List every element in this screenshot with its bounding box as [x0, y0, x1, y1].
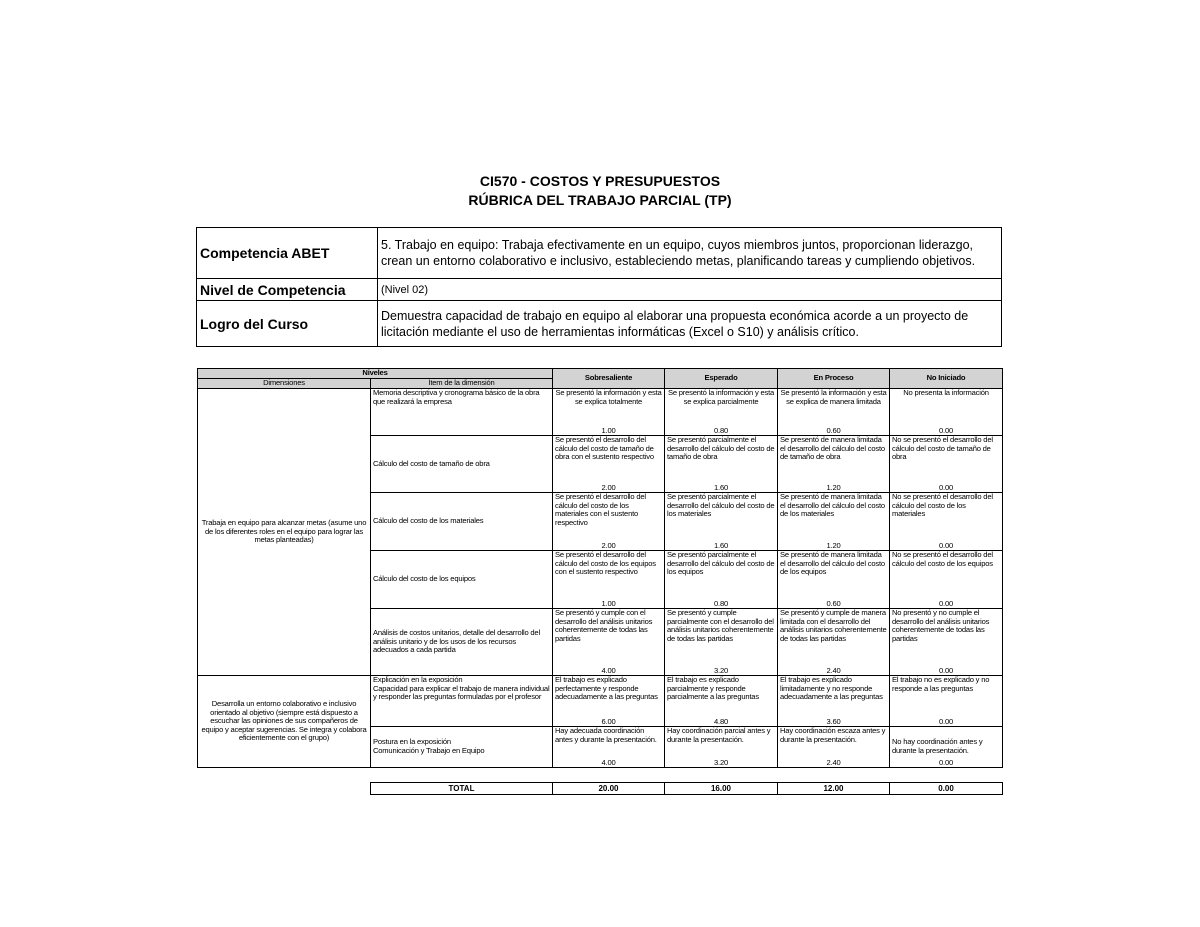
score-value: 2.00 [601, 541, 616, 550]
score-value: 4.80 [714, 717, 728, 726]
score-value: 0.80 [714, 599, 728, 608]
rubric-cell: Se presentó parcialmente el desarrollo del cálculo del costo de los equipos 0.80 [665, 551, 778, 609]
score-value: 1.60 [714, 483, 728, 492]
score-value: 0.60 [826, 426, 841, 435]
item-memoria-descriptiva: Memoria descriptiva y cronograma básico de la obra que realizará la empresa [371, 389, 553, 436]
item-equipos: Cálculo del costo de los equipos [371, 551, 553, 609]
item-materiales: Cálculo del costo de los materiales [371, 493, 553, 551]
rubric-table [197, 368, 1003, 768]
score-value: 1.20 [826, 483, 841, 492]
score-value: 1.20 [826, 541, 841, 550]
dimensiones-header: Dimensiones [198, 379, 371, 389]
rubric-cell: Se presentó parcialmente el desarrollo del cálculo del costo de los materiales 1.60 [665, 493, 778, 551]
rubric-cell: Se presentó y cumple de manera limitada con el desarrollo del análisis unitarios coherentemente de todas las partidas 2.40 [778, 609, 890, 676]
rubric-cell: No se presentó el desarrollo del cálculo del costo de los equipos 0.00 [890, 551, 1003, 609]
abet-info-table [196, 227, 1002, 347]
score-value: 1.00 [601, 599, 616, 608]
rubric-cell: Hay coordinación parcial antes y durante la presentación. 3.20 [665, 727, 778, 768]
score-value: 1.60 [714, 541, 728, 550]
item-postura-exposicion: Postura en la exposición Comunicación y Trabajo en Equipo [371, 727, 553, 768]
rubric-cell: Se presentó de manera limitada el desarrollo del cálculo del costo de los equipos 0.60 [778, 551, 890, 609]
total-esperado: 16.00 [665, 783, 778, 795]
rubric-cell: El trabajo es explicado perfectamente y responde adecuadamente a las preguntas 6.00 [553, 676, 665, 727]
score-value: 0.00 [939, 483, 953, 492]
rubric-cell: No se presentó el desarrollo del cálculo del costo de los materiales 0.00 [890, 493, 1003, 551]
score-value: 0.00 [939, 599, 953, 608]
rubric-cell: Hay adecuada coordinación antes y durante la presentación. 4.00 [553, 727, 665, 768]
rubric-cell: Se presentó parcialmente el desarrollo del cálculo del costo de tamaño de obra 1.60 [665, 436, 778, 493]
rubric-cell: No se presentó el desarrollo del cálculo del costo de tamaño de obra 0.00 [890, 436, 1003, 493]
rubric-cell: Se presentó el desarrollo del cálculo del costo de los equipos con el sustento respectivo 1.00 [553, 551, 665, 609]
score-value: 0.00 [939, 426, 953, 435]
rubric-cell: El trabajo no es explicado y no responde a las preguntas 0.00 [890, 676, 1003, 727]
score-value: 2.40 [826, 758, 841, 767]
level-header-esperado: Esperado [665, 369, 778, 389]
score-value: 0.80 [714, 426, 728, 435]
score-value: 4.00 [601, 666, 616, 675]
rubric-cell: Se presentó de manera limitada el desarrollo del cálculo del costo de tamaño de obra 1.20 [778, 436, 890, 493]
logro-label: Logro del Curso [197, 301, 378, 347]
item-tamano-obra: Cálculo del costo de tamaño de obra [371, 436, 553, 493]
score-value: 0.00 [939, 541, 953, 550]
nivel-value: (Nivel 02) [378, 279, 1002, 301]
competencia-label: Competencia ABET [197, 228, 378, 279]
rubric-cell: No hay coordinación antes y durante la presentación. 0.00 [890, 727, 1003, 768]
level-header-sobresaliente: Sobresaliente [553, 369, 665, 389]
rubric-cell: Se presentó la información y esta se explica parcialmente 0.80 [665, 389, 778, 436]
competencia-value: 5. Trabajo en equipo: Trabaja efectivamente en un equipo, cuyos miembros juntos, proporcionan liderazgo, crean un entorno colaborativo e inclusivo, estableciendo metas, planificando tareas y cumpliendo objetivos. [378, 228, 1002, 279]
total-table [370, 782, 1003, 795]
document-title: CI570 - COSTOS Y PRESUPUESTOS [479, 173, 721, 189]
score-value: 2.40 [826, 666, 841, 675]
rubric-cell: El trabajo es explicado limitadamente y no responde adecuadamente a las preguntas 3.60 [778, 676, 890, 727]
score-value: 0.00 [939, 717, 953, 726]
score-value: 3.20 [714, 758, 728, 767]
item-costos-unitarios: Análisis de costos unitarios, detalle del desarrollo del análisis unitario y de los usos de los recursos adecuados a cada partida [371, 609, 553, 676]
logro-value: Demuestra capacidad de trabajo en equipo al elaborar una propuesta económica acorde a un proyecto de licitación mediante el uso de herramientas informáticas (Excel o S10) y análisis crítico. [378, 301, 1002, 347]
rubric-cell: Se presentó la información y esta se explica totalmente 1.00 [553, 389, 665, 436]
total-en-proceso: 12.00 [778, 783, 890, 795]
score-value: 4.00 [601, 758, 616, 767]
level-header-en-proceso: En Proceso [778, 369, 890, 389]
dimension-entorno-colaborativo: Desarrolla un entorno colaborativo e inclusivo orientado al objetivo (siempre está dispuesto a escuchar las opiniones de sus compañeros de equipo y aceptar sugerencias. Se integra y colabora eficientemente con el grupo) [198, 676, 371, 768]
score-value: 2.00 [601, 483, 616, 492]
level-header-no-iniciado: No Iniciado [890, 369, 1003, 389]
total-label: TOTAL [371, 783, 553, 795]
rubric-cell: No presentó y no cumple el desarrollo del análisis unitarios coherentemente de todas las partidas 0.00 [890, 609, 1003, 676]
rubric-cell: El trabajo es explicado parcialmente y responde parcialmente a las preguntas 4.80 [665, 676, 778, 727]
score-value: 3.20 [714, 666, 728, 675]
score-value: 1.00 [601, 426, 616, 435]
score-value: 3.60 [826, 717, 841, 726]
rubric-cell: Se presentó el desarrollo del cálculo del costo de tamaño de obra con el sustento respectivo 2.00 [553, 436, 665, 493]
score-value: 0.00 [939, 758, 953, 767]
rubric-cell: Se presentó y cumple parcialmente con el desarrollo del análisis unitarios coherentemente de todas las partidas 3.20 [665, 609, 778, 676]
rubric-cell: Se presentó de manera limitada el desarrollo del cálculo del costo de los materiales 1.20 [778, 493, 890, 551]
rubric-cell: No presenta la información 0.00 [890, 389, 1003, 436]
niveles-header: Niveles [198, 369, 553, 379]
nivel-label: Nivel de Competencia [197, 279, 378, 301]
total-sobresaliente: 20.00 [553, 783, 665, 795]
document-subtitle: RÚBRICA DEL TRABAJO PARCIAL (TP) [468, 192, 732, 208]
item-explicacion-exposicion: Explicación en la exposición Capacidad para explicar el trabajo de manera individual y responder las preguntas formuladas por el profesor [371, 676, 553, 727]
score-value: 0.00 [939, 666, 953, 675]
dimension-trabaja-en-equipo: Trabaja en equipo para alcanzar metas (asume uno de los diferentes roles en el equipo para lograr las metas planteadas) [198, 389, 371, 676]
item-header: Ítem de la dimensión [371, 379, 553, 389]
rubric-cell: Se presentó y cumple con el desarrollo del análisis unitarios coherentemente de todas las partidas 4.00 [553, 609, 665, 676]
total-no-iniciado: 0.00 [890, 783, 1003, 795]
rubric-cell: Hay coordinación escaza antes y durante la presentación. 2.40 [778, 727, 890, 768]
score-value: 6.00 [601, 717, 616, 726]
rubric-cell: Se presentó la información y esta se explica de manera limitada 0.60 [778, 389, 890, 436]
score-value: 0.60 [826, 599, 841, 608]
rubric-cell: Se presentó el desarrollo del cálculo del costo de los materiales con el sustento respectivo 2.00 [553, 493, 665, 551]
